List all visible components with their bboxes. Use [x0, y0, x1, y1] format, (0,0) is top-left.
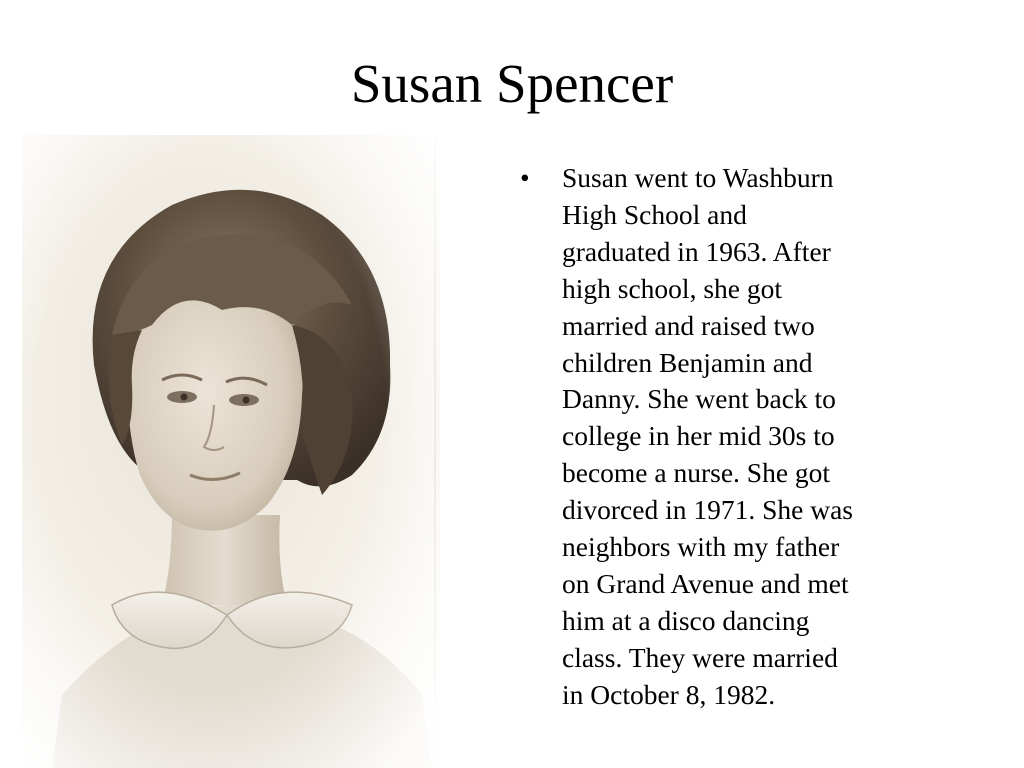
- body-line: graduated in 1963. After: [562, 235, 831, 267]
- bullet-symbol: •: [520, 162, 530, 193]
- body-line: college in her mid 30s to: [562, 420, 835, 452]
- body-line: Danny. She went back to: [562, 383, 836, 415]
- body-line: High School and: [562, 198, 747, 230]
- body-line: high school, she got: [562, 272, 782, 304]
- body-line: divorced in 1971. She was: [562, 494, 853, 526]
- body-line: neighbors with my father: [562, 531, 840, 563]
- body-line: him at a disco dancing: [562, 604, 810, 636]
- portrait-image: [22, 135, 440, 768]
- bullet-item: [520, 160, 960, 714]
- body-line: in October 8, 1982.: [562, 678, 776, 710]
- portrait-photo: [22, 135, 440, 768]
- body-line: on Grand Avenue and met: [562, 567, 849, 599]
- body-line: children Benjamin and: [562, 346, 813, 378]
- slide-title: Susan Spencer: [350, 53, 674, 114]
- body-line: class. They were married: [562, 641, 838, 673]
- body-text-list: [520, 160, 960, 714]
- body-line: become a nurse. She got: [562, 457, 831, 489]
- body-line: Susan went to Washburn: [562, 162, 834, 193]
- body-line: married and raised two: [562, 309, 815, 341]
